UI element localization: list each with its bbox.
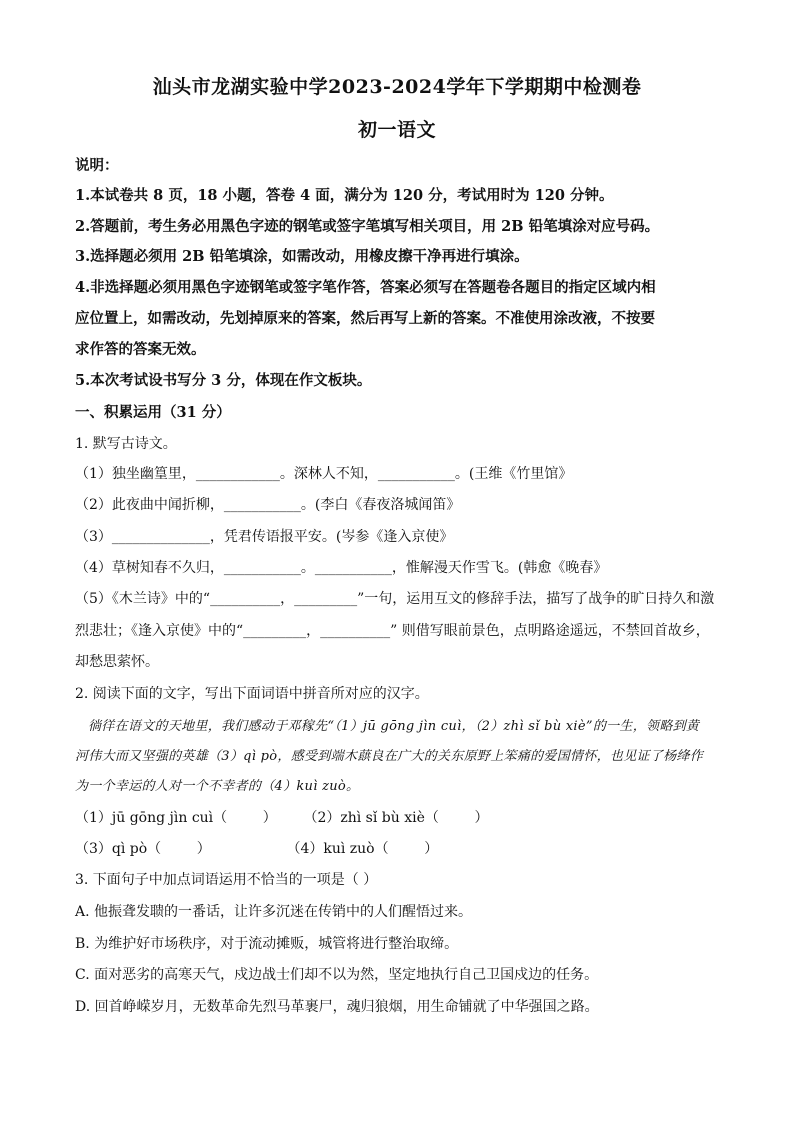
option-b: B. 为维护好市场秩序，对于流动摊贩，城管将进行整治取缔。 [75, 936, 459, 952]
instruction-item: 3.选择题必须用 2B 铅笔填涂，如需改动，用橡皮擦干净再进行填涂。 [75, 248, 529, 265]
instruction-item: 2.答题前，考生务必用黑色字迹的钢笔或签字笔填写相关项目，用 2B 铅笔填涂对应号码。 [75, 218, 660, 235]
question-2-stem: 2. 阅读下面的文字，写出下面词语中拼音所对应的汉字。 [75, 686, 429, 702]
exam-subtitle: 初一语文 [357, 119, 436, 141]
section-heading: 一、积累运用（31 分） [75, 404, 231, 421]
question-1-line: 却愁思萦怀。 [75, 654, 159, 670]
option-d: D. 回首峥嵘岁月，无数革命先烈马革裹尸，魂归狼烟，用生命铺就了中华强国之路。 [75, 999, 599, 1015]
question-3-stem: 3. 下面句子中加点词语运用不恰当的一项是（ ） [75, 872, 378, 888]
reading-passage-line: 河伟大而又坚强的英雄（3）qì pò，感受到端木蕻良在广大的关东原野上笨痛的爱国情怀，也见证了杨绛作 [75, 749, 704, 764]
instructions-label: 说明： [75, 157, 119, 174]
reading-passage-line: 为一个幸运的人对一个不幸者的（4）kuì zuò。 [75, 779, 360, 794]
reading-passage-line: 徜徉在语文的天地里，我们感动于邓稼先“（1）jū gōng jìn cuì，（2）zhì sǐ bù xiè”的一生，领略到黄 [88, 719, 700, 734]
instruction-item: 应位置上，如需改动，先划掉原来的答案，然后再写上新的答案。不准使用涂改液，不按要 [75, 310, 655, 327]
instruction-item: 1.本试卷共 8 页，18 小题，答卷 4 面，满分为 120 分，考试用时为 120 分钟。 [75, 187, 614, 204]
question-1-line: （1）独坐幽篁里，____________。深林人不知，___________。(王维《竹里馆》 [75, 466, 573, 482]
question-1-line: （3）______________，凭君传语报平安。(岑参《逢入京使》 [75, 529, 454, 545]
question-1-line: 烈悲壮；《逢入京使》中的“_________，__________” 则借写眼前景色，点明路途遥远，不禁回首故乡， [75, 623, 710, 639]
question-1-stem: 1. 默写古诗文。 [75, 436, 177, 452]
instruction-item: 求作答的答案无效。 [75, 341, 206, 358]
question-1-line: （4）草树知春不久归，___________。___________，惟解漫天作雪飞。(韩愈《晚春》 [75, 560, 608, 576]
question-1-line: （2）此夜曲中闻折柳，___________。(李白《春夜洛城闻笛》 [75, 497, 461, 513]
option-c: C. 面对恶劣的高寒天气，戍边战士们却不以为然，坚定地执行自己卫国戍边的任务。 [75, 967, 599, 983]
answer-blanks-row: （3）qì pò（ ） （4）kuì zuò（ ） [75, 841, 439, 857]
answer-blanks-row: （1）jū gōng jìn cuì（ ） （2）zhì sǐ bù xiè（ ） [75, 810, 489, 826]
instruction-item: 5.本次考试设书写分 3 分，体现在作文板块。 [75, 372, 372, 389]
instruction-item: 4.非选择题必须用黑色字迹钢笔或签字笔作答，答案必须写在答题卷各题目的指定区域内相 [75, 279, 656, 296]
option-a: A. 他振聋发聩的一番话，让许多沉迷在传销中的人们醒悟过来。 [75, 904, 473, 920]
exam-title: 汕头市龙湖实验中学2023-2024学年下学期期中检测卷 [152, 76, 642, 98]
question-1-line: （5）《木兰诗》中的“__________，_________”一句，运用互文的修辞手法，描写了战争的旷日持久和激 [75, 591, 715, 607]
